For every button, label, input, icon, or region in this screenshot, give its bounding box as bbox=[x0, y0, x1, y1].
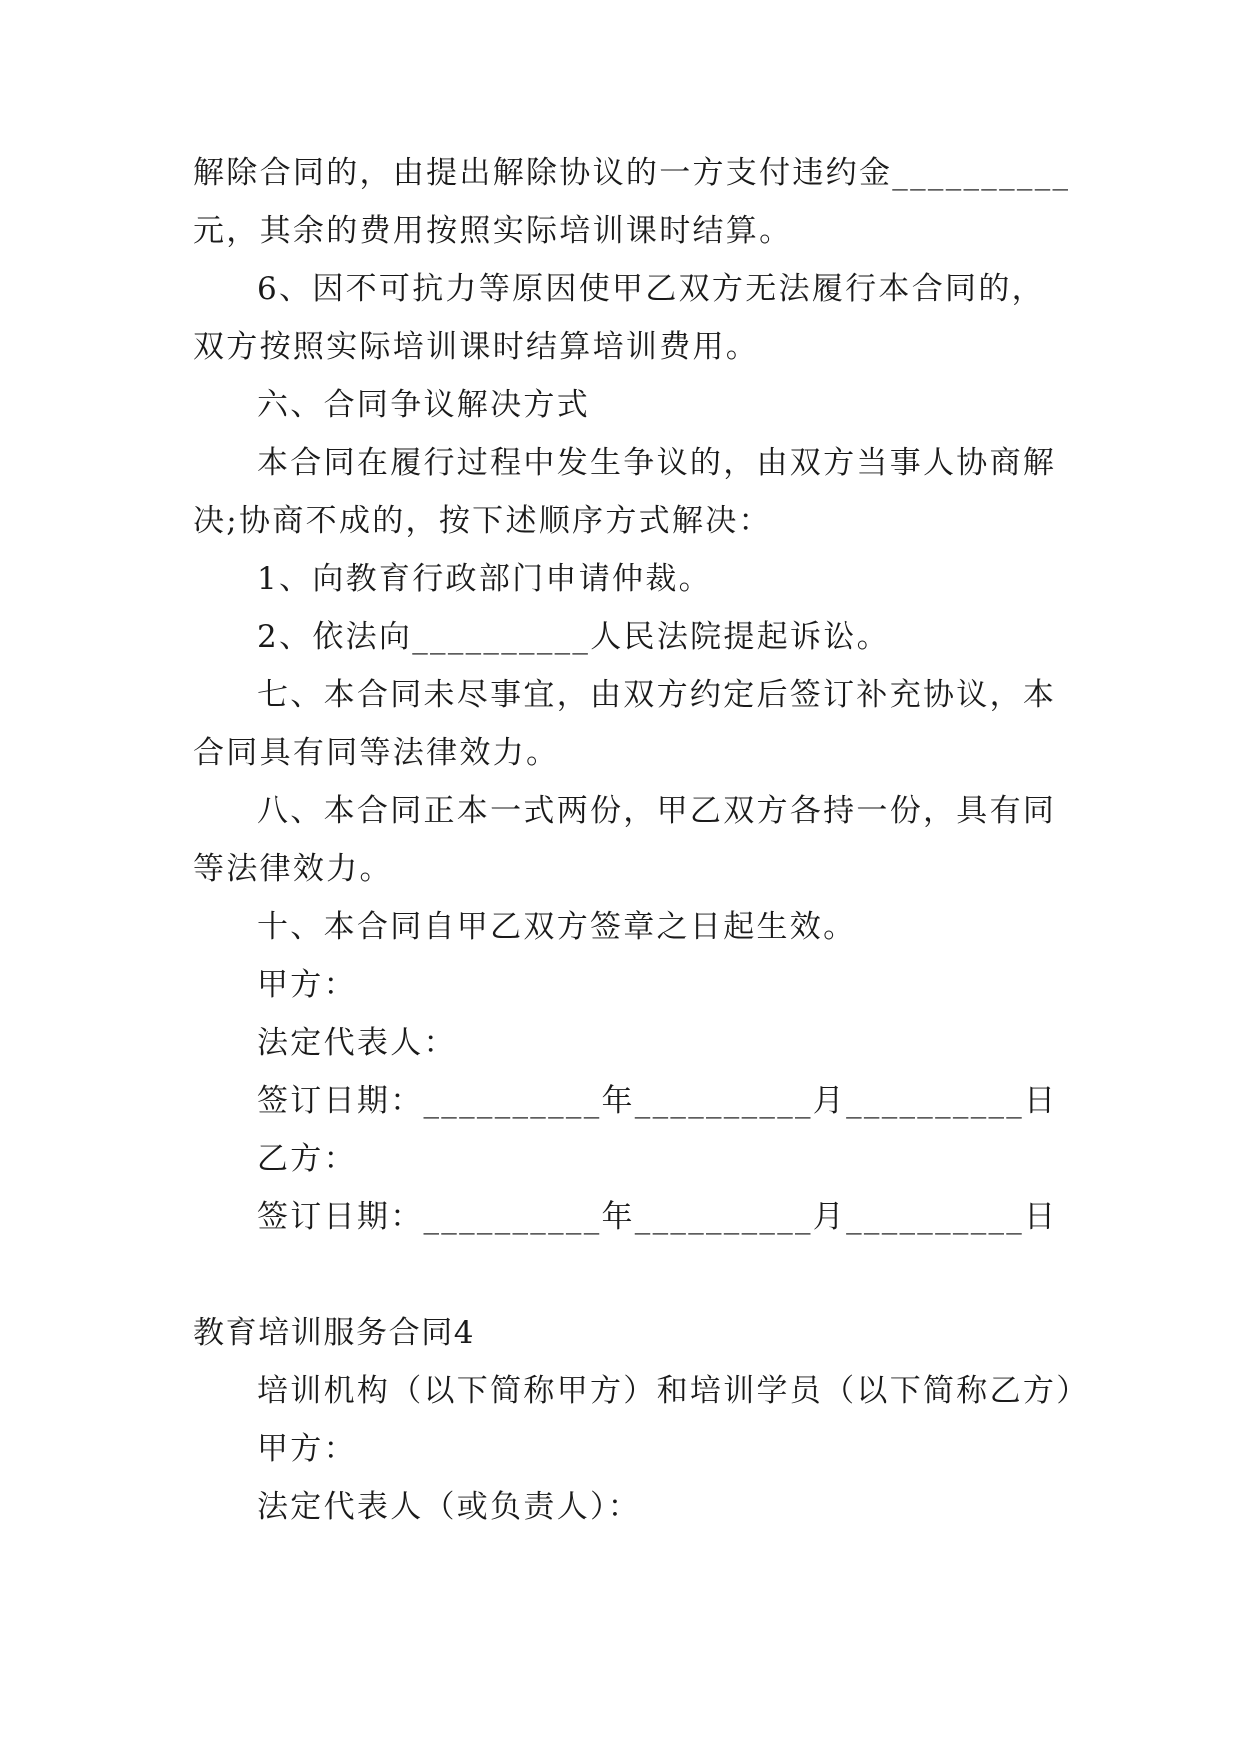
contract-title: 教育培训服务合同4 bbox=[193, 1315, 476, 1351]
text-line: 七、本合同未尽事宜，由双方约定后签订补充协议，本 bbox=[257, 677, 1057, 713]
party-a-label: 甲方： bbox=[257, 967, 357, 1003]
text-line: 合同具有同等法律效力。 bbox=[193, 735, 560, 771]
text-line: 双方按照实际培训课时结算培训费用。 bbox=[193, 329, 760, 365]
signing-date-line: 签订日期：__________年__________月__________日 bbox=[257, 1083, 1058, 1119]
text-line: 解除合同的，由提出解除协议的一方支付违约金__________ bbox=[193, 155, 1071, 191]
signing-date-line: 签订日期：__________年__________月__________日 bbox=[257, 1199, 1058, 1235]
list-item: 2、依法向__________人民法院提起诉讼。 bbox=[257, 619, 890, 655]
text-line: 等法律效力。 bbox=[193, 851, 393, 887]
text-line: 十、本合同自甲乙双方签章之日起生效。 bbox=[257, 909, 857, 945]
text-line: 本合同在履行过程中发生争议的，由双方当事人协商解 bbox=[257, 445, 1057, 481]
text-line: 培训机构（以下简称甲方）和培训学员（以下简称乙方） bbox=[257, 1373, 1090, 1409]
text-line: 决;协商不成的，按下述顺序方式解决： bbox=[193, 503, 772, 539]
text-line: 元，其余的费用按照实际培训课时结算。 bbox=[193, 213, 793, 249]
text-line: 6、因不可抗力等原因使甲乙双方无法履行本合同的， bbox=[257, 271, 1045, 307]
text-line: 八、本合同正本一式两份，甲乙双方各持一份，具有同 bbox=[257, 793, 1057, 829]
legal-rep-label: 法定代表人： bbox=[257, 1025, 457, 1061]
legal-rep-label: 法定代表人（或负责人）： bbox=[257, 1489, 642, 1525]
party-b-label: 乙方： bbox=[257, 1141, 357, 1177]
section-heading: 六、合同争议解决方式 bbox=[257, 387, 590, 423]
list-item: 1、向教育行政部门申请仲裁。 bbox=[257, 561, 712, 597]
party-a-label: 甲方： bbox=[257, 1431, 357, 1467]
